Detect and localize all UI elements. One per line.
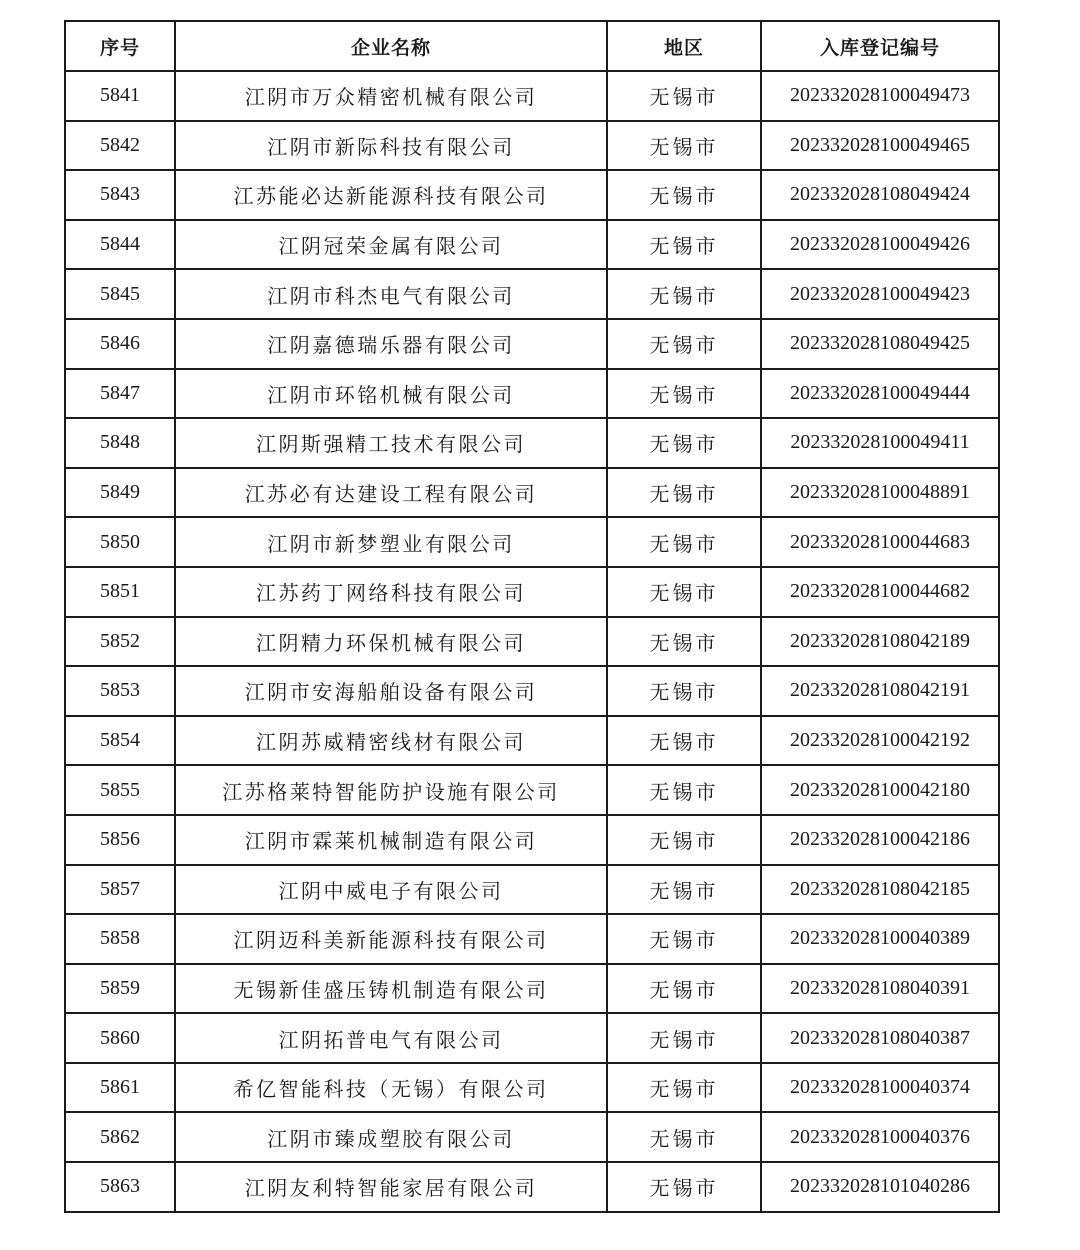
cell-registration-code: 202332028100049411 (761, 418, 999, 468)
cell-seq: 5859 (65, 964, 175, 1014)
cell-region: 无锡市 (607, 319, 761, 369)
table-row (65, 964, 999, 1014)
cell-company-name: 江阴冠荣金属有限公司 (175, 220, 607, 270)
cell-region: 无锡市 (607, 468, 761, 518)
cell-registration-code: 202332028100049426 (761, 220, 999, 270)
table-row (65, 716, 999, 766)
cell-company-name: 江阴市科杰电气有限公司 (175, 269, 607, 319)
cell-region: 无锡市 (607, 765, 761, 815)
table-row (65, 815, 999, 865)
cell-registration-code: 202332028108042189 (761, 617, 999, 667)
cell-registration-code: 202332028100042186 (761, 815, 999, 865)
table-row (65, 1013, 999, 1063)
cell-region: 无锡市 (607, 369, 761, 419)
cell-seq: 5842 (65, 121, 175, 171)
cell-registration-code: 202332028100040389 (761, 914, 999, 964)
cell-company-name: 江阴市环铭机械有限公司 (175, 369, 607, 419)
table-row (65, 269, 999, 319)
cell-registration-code: 202332028100042192 (761, 716, 999, 766)
cell-seq: 5861 (65, 1063, 175, 1113)
cell-company-name: 江阴市万众精密机械有限公司 (175, 71, 607, 121)
cell-region: 无锡市 (607, 617, 761, 667)
table-row (65, 517, 999, 567)
cell-region: 无锡市 (607, 865, 761, 915)
cell-registration-code: 202332028100040376 (761, 1112, 999, 1162)
cell-registration-code: 202332028100042180 (761, 765, 999, 815)
cell-seq: 5851 (65, 567, 175, 617)
cell-company-name: 希亿智能科技（无锡）有限公司 (175, 1063, 607, 1113)
cell-company-name: 江阴嘉德瑞乐器有限公司 (175, 319, 607, 369)
cell-company-name: 江阴友利特智能家居有限公司 (175, 1162, 607, 1212)
cell-seq: 5863 (65, 1162, 175, 1212)
cell-region: 无锡市 (607, 1162, 761, 1212)
cell-registration-code: 202332028100049465 (761, 121, 999, 171)
cell-seq: 5846 (65, 319, 175, 369)
table-row (65, 121, 999, 171)
cell-company-name: 江阴苏威精密线材有限公司 (175, 716, 607, 766)
table-row (65, 319, 999, 369)
table-row (65, 418, 999, 468)
cell-company-name: 江阴精力环保机械有限公司 (175, 617, 607, 667)
cell-seq: 5843 (65, 170, 175, 220)
cell-seq: 5857 (65, 865, 175, 915)
cell-region: 无锡市 (607, 121, 761, 171)
cell-seq: 5852 (65, 617, 175, 667)
cell-seq: 5844 (65, 220, 175, 270)
cell-seq: 5845 (65, 269, 175, 319)
cell-region: 无锡市 (607, 964, 761, 1014)
cell-company-name: 江苏必有达建设工程有限公司 (175, 468, 607, 518)
header-seq: 序号 (65, 21, 175, 71)
cell-registration-code: 202332028108040391 (761, 964, 999, 1014)
cell-seq: 5848 (65, 418, 175, 468)
cell-seq: 5856 (65, 815, 175, 865)
cell-seq: 5854 (65, 716, 175, 766)
cell-company-name: 江苏能必达新能源科技有限公司 (175, 170, 607, 220)
table-row (65, 865, 999, 915)
cell-seq: 5858 (65, 914, 175, 964)
cell-company-name: 江阴市臻成塑胶有限公司 (175, 1112, 607, 1162)
cell-registration-code: 202332028100049423 (761, 269, 999, 319)
cell-region: 无锡市 (607, 220, 761, 270)
table-row (65, 170, 999, 220)
cell-registration-code: 202332028108049424 (761, 170, 999, 220)
cell-region: 无锡市 (607, 517, 761, 567)
cell-company-name: 江阴市新际科技有限公司 (175, 121, 607, 171)
table-row (65, 1063, 999, 1113)
cell-region: 无锡市 (607, 567, 761, 617)
cell-registration-code: 202332028108042191 (761, 666, 999, 716)
header-row (65, 21, 999, 71)
table-row (65, 765, 999, 815)
header-registration-code: 入库登记编号 (761, 21, 999, 71)
cell-company-name: 江阴拓普电气有限公司 (175, 1013, 607, 1063)
table-row (65, 468, 999, 518)
cell-registration-code: 202332028100048891 (761, 468, 999, 518)
cell-region: 无锡市 (607, 1112, 761, 1162)
cell-region: 无锡市 (607, 418, 761, 468)
table-body (65, 71, 999, 1212)
cell-seq: 5855 (65, 765, 175, 815)
cell-region: 无锡市 (607, 716, 761, 766)
cell-seq: 5853 (65, 666, 175, 716)
table-row (65, 617, 999, 667)
cell-registration-code: 202332028100049444 (761, 369, 999, 419)
table-row (65, 666, 999, 716)
cell-seq: 5850 (65, 517, 175, 567)
cell-registration-code: 202332028100044682 (761, 567, 999, 617)
cell-region: 无锡市 (607, 71, 761, 121)
cell-seq: 5847 (65, 369, 175, 419)
table-row (65, 369, 999, 419)
cell-region: 无锡市 (607, 666, 761, 716)
cell-company-name: 江苏格莱特智能防护设施有限公司 (175, 765, 607, 815)
cell-region: 无锡市 (607, 914, 761, 964)
header-company-name: 企业名称 (175, 21, 607, 71)
cell-company-name: 江阴市安海船舶设备有限公司 (175, 666, 607, 716)
table-row (65, 914, 999, 964)
cell-registration-code: 202332028100040374 (761, 1063, 999, 1113)
cell-registration-code: 202332028108049425 (761, 319, 999, 369)
cell-registration-code: 202332028108040387 (761, 1013, 999, 1063)
table-row (65, 1112, 999, 1162)
table-row (65, 220, 999, 270)
table-row (65, 1162, 999, 1212)
cell-company-name: 江阴中威电子有限公司 (175, 865, 607, 915)
table-header (65, 21, 999, 71)
table-row (65, 71, 999, 121)
cell-region: 无锡市 (607, 1063, 761, 1113)
enterprise-registry-table (64, 20, 1000, 1213)
cell-registration-code: 202332028100049473 (761, 71, 999, 121)
cell-company-name: 江阴斯强精工技术有限公司 (175, 418, 607, 468)
cell-registration-code: 202332028100044683 (761, 517, 999, 567)
cell-registration-code: 202332028108042185 (761, 865, 999, 915)
cell-region: 无锡市 (607, 170, 761, 220)
cell-company-name: 江阴市新梦塑业有限公司 (175, 517, 607, 567)
cell-company-name: 江苏药丁网络科技有限公司 (175, 567, 607, 617)
cell-region: 无锡市 (607, 269, 761, 319)
table-row (65, 567, 999, 617)
cell-company-name: 江阴市霖莱机械制造有限公司 (175, 815, 607, 865)
cell-seq: 5849 (65, 468, 175, 518)
cell-company-name: 无锡新佳盛压铸机制造有限公司 (175, 964, 607, 1014)
cell-region: 无锡市 (607, 815, 761, 865)
cell-seq: 5860 (65, 1013, 175, 1063)
cell-seq: 5841 (65, 71, 175, 121)
cell-seq: 5862 (65, 1112, 175, 1162)
header-region: 地区 (607, 21, 761, 71)
cell-company-name: 江阴迈科美新能源科技有限公司 (175, 914, 607, 964)
cell-registration-code: 202332028101040286 (761, 1162, 999, 1212)
cell-region: 无锡市 (607, 1013, 761, 1063)
